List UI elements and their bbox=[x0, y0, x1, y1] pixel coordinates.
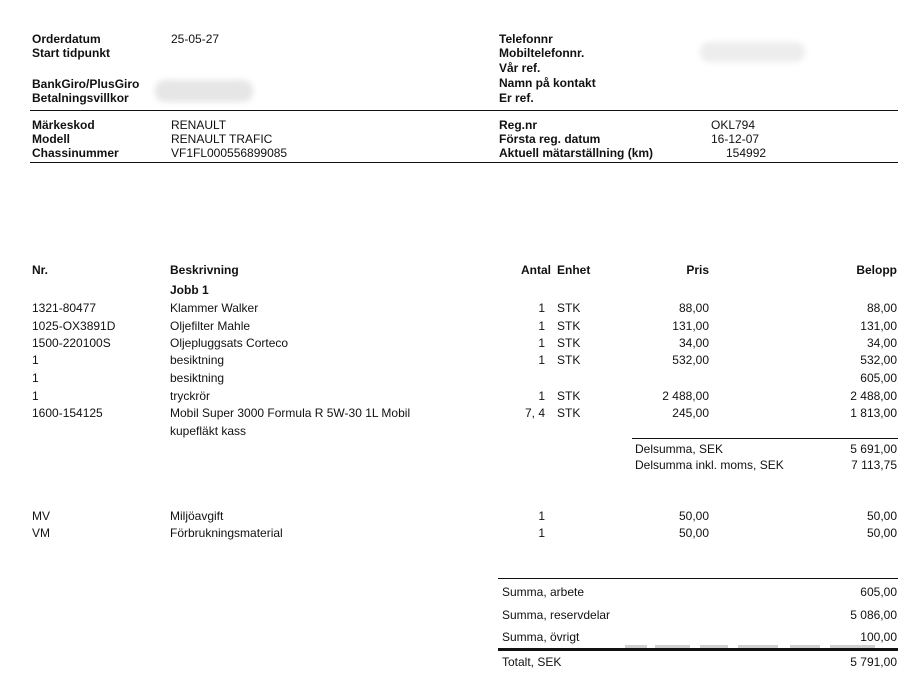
row-desc: Mobil Super 3000 Formula R 5W-30 1L Mobil bbox=[170, 406, 411, 420]
row-desc: Oljepluggsats Corteco bbox=[170, 336, 289, 350]
row-nr: 1025-OX3891D bbox=[32, 319, 116, 333]
value-orderdatum: 25-05-27 bbox=[171, 32, 220, 46]
fee-qty: 1 bbox=[538, 509, 545, 523]
fee-nr: VM bbox=[32, 526, 50, 540]
row-desc: Klammer Walker bbox=[170, 301, 259, 315]
row-price: 131,00 bbox=[672, 319, 709, 333]
row-price: 245,00 bbox=[672, 406, 709, 420]
row-unit: STK bbox=[557, 301, 581, 315]
row-nr: 1 bbox=[32, 389, 39, 403]
fee-nr: MV bbox=[32, 509, 50, 523]
label-markeskod: Märkeskod bbox=[32, 118, 95, 132]
divider-subtotal bbox=[632, 438, 898, 439]
col-header-beskrivning: Beskrivning bbox=[170, 263, 239, 277]
row-price: 532,00 bbox=[672, 353, 709, 367]
fee-price: 50,00 bbox=[678, 509, 709, 523]
label-orderdatum: Orderdatum bbox=[32, 32, 101, 46]
row-price: 34,00 bbox=[678, 336, 709, 350]
job-title: Jobb 1 bbox=[170, 283, 209, 297]
col-header-pris: Pris bbox=[686, 263, 709, 277]
label-namn-pa-kontakt: Namn på kontakt bbox=[499, 76, 596, 90]
summary-total-value: 5 791,00 bbox=[850, 655, 897, 669]
subtotal-incl-vat-value: 7 113,75 bbox=[851, 458, 897, 472]
label-mobiltelefonnr: Mobiltelefonnr. bbox=[499, 46, 585, 60]
subtotal-label: Delsumma, SEK bbox=[635, 442, 724, 456]
row-nr: 1 bbox=[32, 371, 39, 385]
label-start-tidpunkt: Start tidpunkt bbox=[32, 46, 110, 60]
fee-qty: 1 bbox=[538, 526, 545, 540]
row-amount: 605,00 bbox=[860, 371, 897, 385]
row-qty: 1 bbox=[538, 389, 545, 403]
row-desc: Oljefilter Mahle bbox=[170, 319, 251, 333]
summary-reservdelar-label: Summa, reservdelar bbox=[502, 608, 611, 622]
divider-vehicle bbox=[30, 162, 898, 163]
summary-total-label: Totalt, SEK bbox=[502, 655, 562, 669]
redacted-phone bbox=[700, 42, 805, 62]
row-desc: besiktning bbox=[170, 371, 225, 385]
fee-price: 50,00 bbox=[678, 526, 709, 540]
row-amount: 1 813,00 bbox=[850, 406, 897, 420]
value-forsta-reg-datum: 16-12-07 bbox=[711, 132, 760, 146]
subtotal-incl-vat-label: Delsumma inkl. moms, SEK bbox=[635, 458, 784, 472]
row-amount: 88,00 bbox=[866, 301, 897, 315]
subtotal-value: 5 691,00 bbox=[850, 442, 897, 456]
row-amount: 34,00 bbox=[866, 336, 897, 350]
label-er-ref: Er ref. bbox=[499, 91, 534, 105]
label-bankgiro: BankGiro/PlusGiro bbox=[32, 77, 140, 91]
label-modell: Modell bbox=[32, 132, 70, 146]
col-header-nr: Nr. bbox=[32, 263, 49, 277]
col-header-belopp: Belopp bbox=[856, 263, 897, 277]
row-amount: 2 488,00 bbox=[850, 389, 897, 403]
label-betalningsvillkor: Betalningsvillkor bbox=[32, 91, 129, 105]
label-matarstallning: Aktuell mätarställning (km) bbox=[499, 146, 654, 160]
label-var-ref: Vår ref. bbox=[499, 61, 541, 75]
row-unit: STK bbox=[557, 336, 581, 350]
redacted-bankgiro bbox=[155, 80, 253, 102]
value-matarstallning: 154992 bbox=[726, 146, 767, 160]
row-nr: 1 bbox=[32, 353, 39, 367]
row-unit: STK bbox=[557, 406, 581, 420]
row-price: 88,00 bbox=[678, 301, 709, 315]
col-header-enhet: Enhet bbox=[557, 263, 591, 277]
summary-reservdelar-value: 5 086,00 bbox=[850, 608, 897, 622]
fee-desc: Miljöavgift bbox=[170, 509, 224, 523]
label-telefonnr: Telefonnr bbox=[499, 32, 553, 46]
row-amount: 131,00 bbox=[860, 319, 897, 333]
row-unit: STK bbox=[557, 319, 581, 333]
label-forsta-reg-datum: Första reg. datum bbox=[499, 132, 601, 146]
row-extra-text: kupefläkt kass bbox=[170, 424, 247, 438]
divider-header bbox=[30, 110, 898, 111]
fee-amount: 50,00 bbox=[866, 526, 897, 540]
label-chassinummer: Chassinummer bbox=[32, 146, 119, 160]
summary-ovrigt-label: Summa, övrigt bbox=[502, 630, 580, 644]
value-markeskod: RENAULT bbox=[171, 118, 227, 132]
row-qty: 1 bbox=[538, 319, 545, 333]
row-qty: 1 bbox=[538, 336, 545, 350]
row-nr: 1600-154125 bbox=[32, 406, 103, 420]
label-regnr: Reg.nr bbox=[499, 118, 538, 132]
row-desc: besiktning bbox=[170, 353, 225, 367]
row-unit: STK bbox=[557, 353, 581, 367]
row-amount: 532,00 bbox=[860, 353, 897, 367]
value-modell: RENAULT TRAFIC bbox=[171, 132, 273, 146]
summary-arbete-label: Summa, arbete bbox=[502, 585, 585, 599]
row-qty: 1 bbox=[538, 301, 545, 315]
divider-total bbox=[498, 648, 898, 651]
col-header-antal: Antal bbox=[521, 263, 551, 277]
summary-arbete-value: 605,00 bbox=[860, 585, 897, 599]
row-nr: 1321-80477 bbox=[32, 301, 97, 315]
value-regnr: OKL794 bbox=[711, 118, 756, 132]
row-qty: 7, 4 bbox=[524, 406, 545, 420]
row-price: 2 488,00 bbox=[662, 389, 709, 403]
row-unit: STK bbox=[557, 389, 581, 403]
row-nr: 1500-220100S bbox=[32, 336, 111, 350]
row-desc: tryckrör bbox=[170, 389, 210, 403]
row-qty: 1 bbox=[538, 353, 545, 367]
fee-desc: Förbrukningsmaterial bbox=[170, 526, 283, 540]
value-chassinummer: VF1FL000556899085 bbox=[171, 146, 288, 160]
fee-amount: 50,00 bbox=[866, 509, 897, 523]
divider-summary bbox=[498, 578, 898, 579]
summary-ovrigt-value: 100,00 bbox=[860, 630, 897, 644]
